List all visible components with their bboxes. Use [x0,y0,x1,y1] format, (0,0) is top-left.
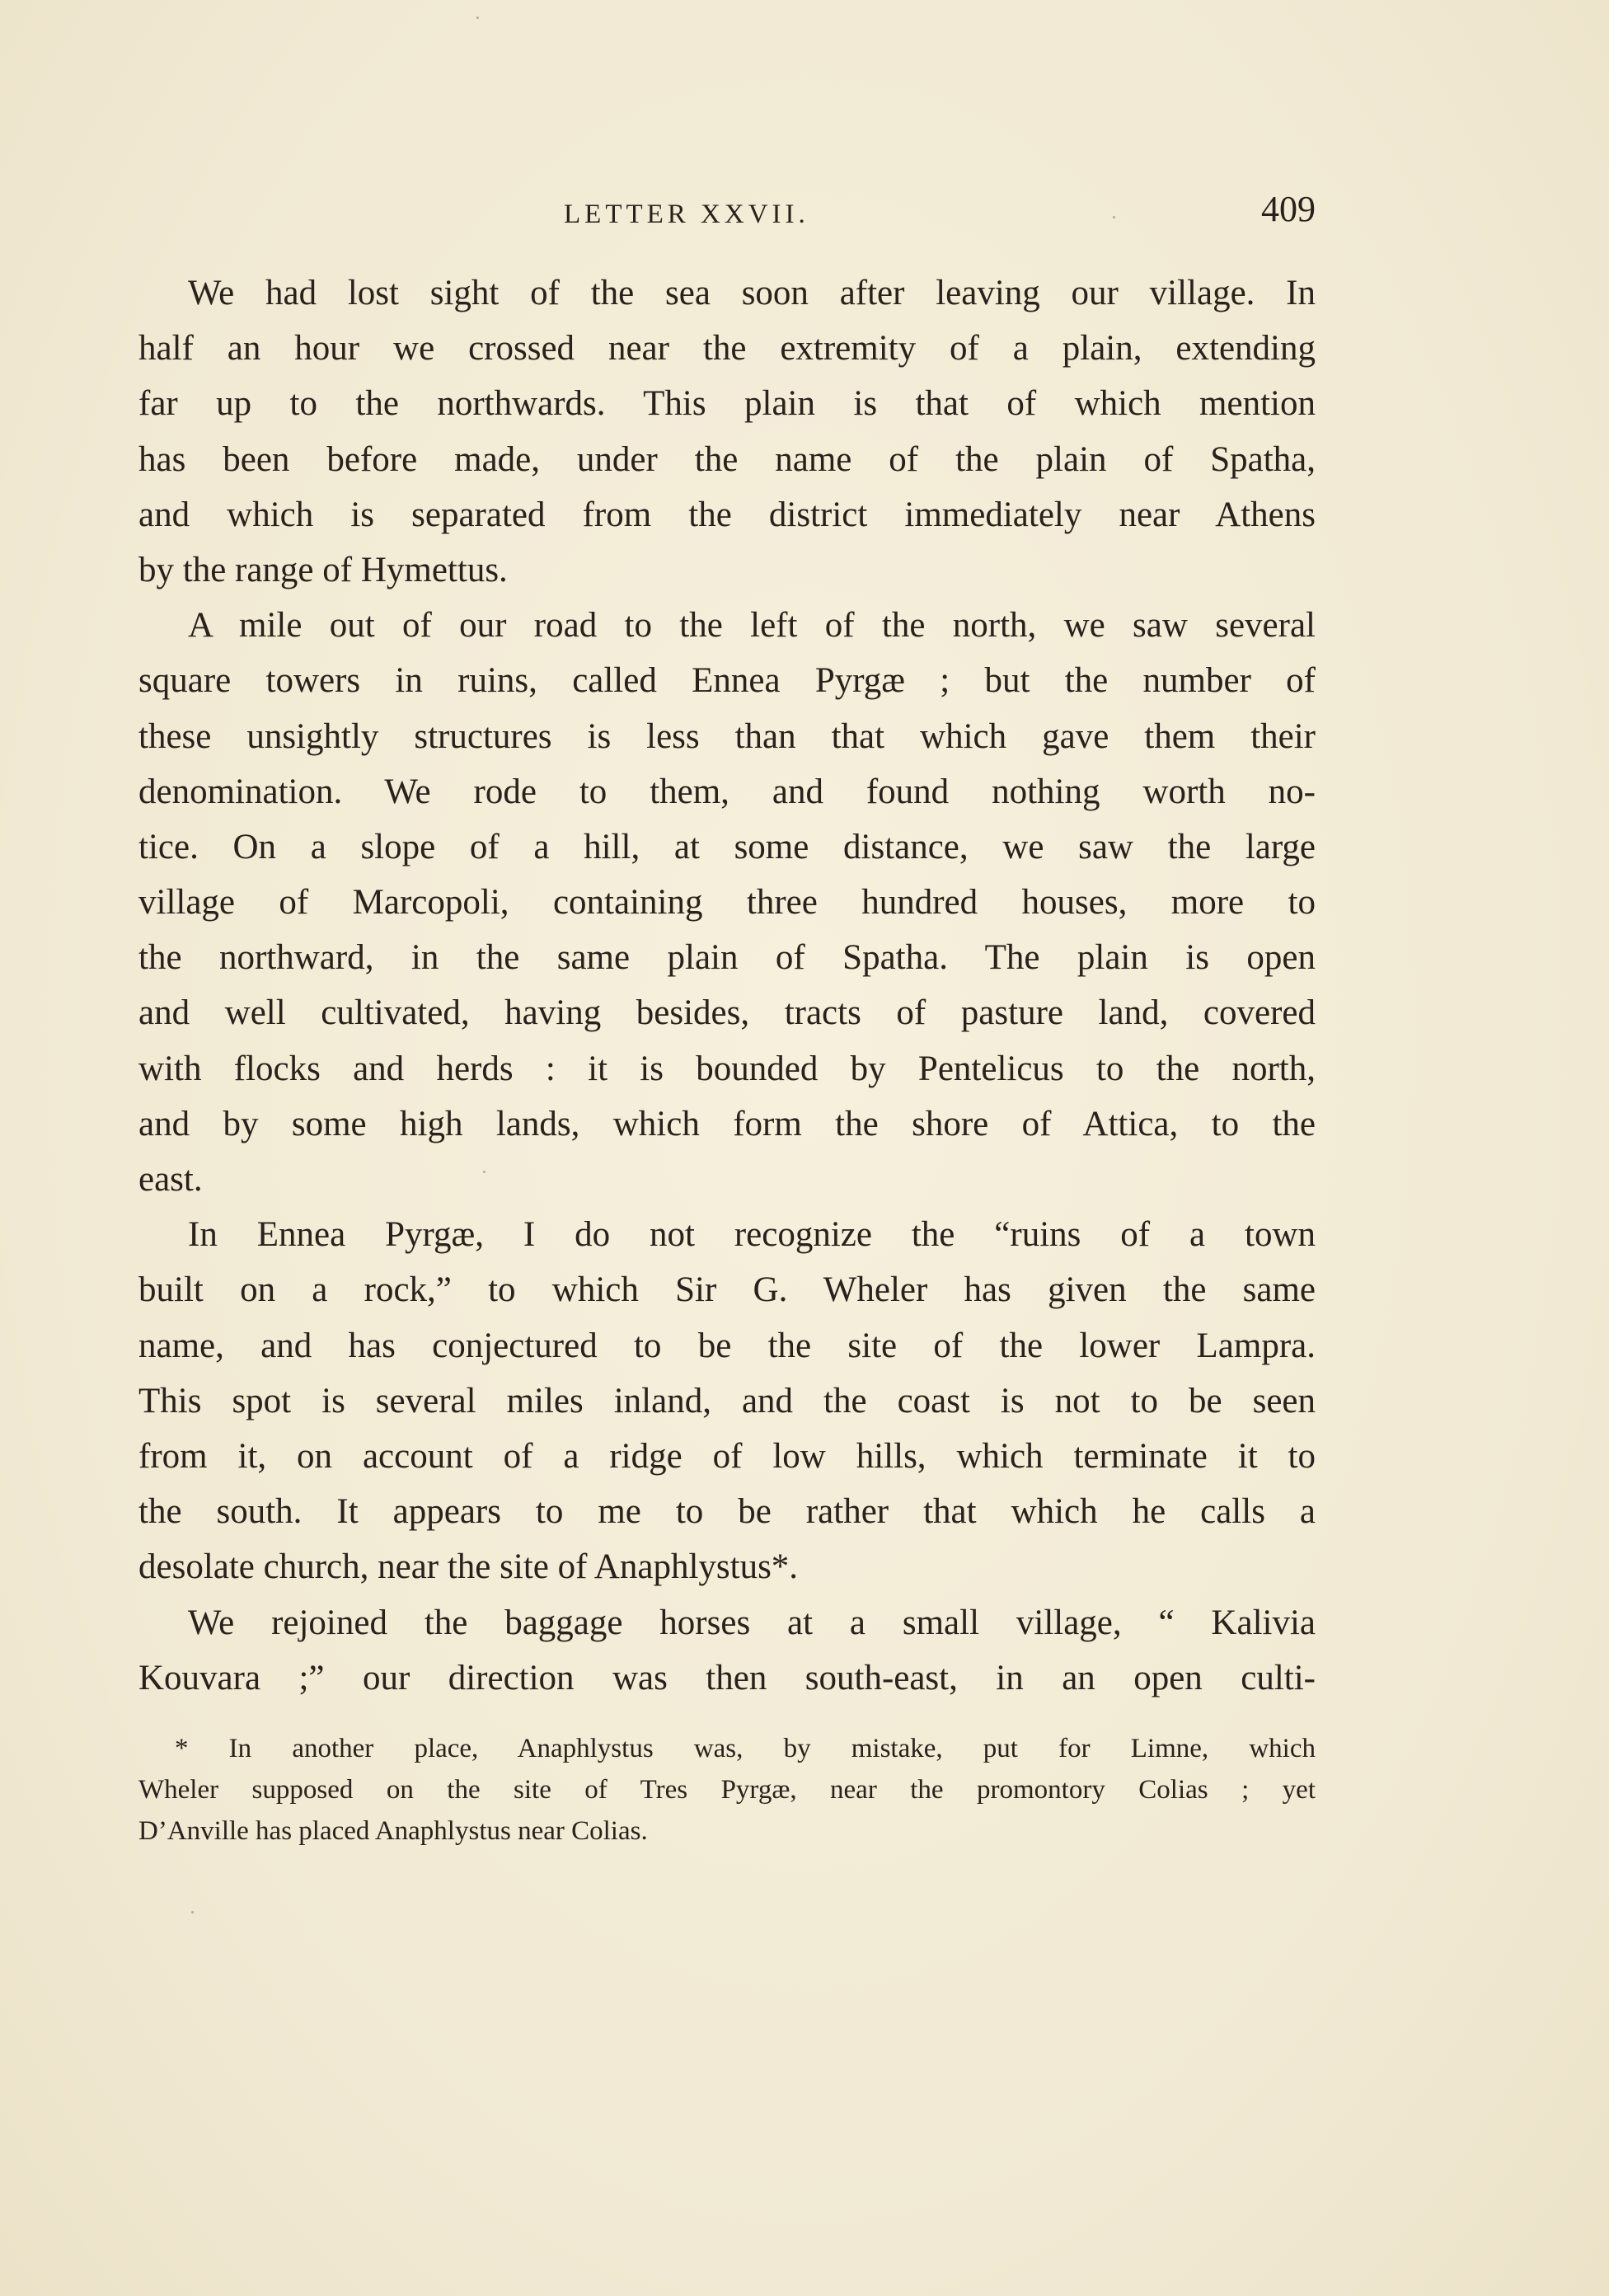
text-line: denomination. We rode to them, and found nothing worth no- [138,772,1316,811]
text-line: the south. It appears to me to be rather that which he calls a [138,1492,1316,1532]
text-line: We rejoined the baggage horses at a small village, “ Kalivia [188,1603,1316,1642]
paper-speck [476,16,479,19]
footnote-line: * In another place, Anaphlystus was, by mistake, put for Limne, which [175,1734,1316,1763]
text-line: village of Marcopoli, containing three hundred houses, more to [138,883,1316,923]
paper-speck [1113,216,1115,218]
text-line: and well cultivated, having besides, tracts of pasture land, covered [138,993,1316,1033]
text-line: the northward, in the same plain of Spatha. The plain is open [138,938,1316,978]
paper-speck [191,1911,194,1913]
text-line: name, and has conjectured to be the site of the lower Lampra. [138,1326,1316,1365]
text-line: far up to the northwards. This plain is that of which mention [138,384,1316,424]
text-line: these unsightly structures is less than that which gave them their [138,716,1316,756]
text-line: tice. On a slope of a hill, at some distance, we saw the large [138,827,1316,866]
text-line: and by some high lands, which form the shore of Attica, to the [138,1104,1316,1143]
paper-speck [483,1171,486,1173]
text-line: Kouvara ;” our direction was then south-east, in an open culti- [138,1658,1316,1697]
text-line: This spot is several miles inland, and the coast is not to be seen [138,1381,1316,1420]
footnotes [138,1728,1316,1852]
running-head: LETTER XXVII. [564,200,809,229]
text-line: desolate church, near the site of Anaphlystus*. [138,1547,799,1587]
footnote-line: Wheler supposed on the site of Tres Pyrgæ, near the promontory Colias ; yet [138,1775,1316,1805]
text-line: and which is separated from the district immediately near Athens [138,495,1316,534]
text-line: east. [138,1160,203,1199]
text-line: square towers in ruins, called Ennea Pyrgæ ; but the number of [138,661,1316,701]
text-line: half an hour we crossed near the extremity of a plain, extending [138,329,1316,369]
page-number: 409 [1261,189,1316,229]
text-line: by the range of Hymettus. [138,550,508,589]
text-line: built on a rock,” to which Sir G. Wheler has given the same [138,1270,1316,1310]
text-line: with flocks and herds : it is bounded by Pentelicus to the north, [138,1049,1316,1088]
text-line: In Ennea Pyrgæ, I do not recognize the “ruins of a town [188,1215,1316,1255]
text-line: We had lost sight of the sea soon after leaving our village. In [188,274,1316,312]
footnote-line: D’Anville has placed Anaphlystus near Colias. [138,1816,648,1846]
text-line: from it, on account of a ridge of low hills, which terminate it to [138,1436,1316,1476]
page-header [138,188,1316,241]
text-line: has been before made, under the name of the plain of Spatha, [138,439,1316,479]
body-text [138,265,1316,1706]
text-line: A mile out of our road to the left of the north, we saw several [188,606,1316,646]
